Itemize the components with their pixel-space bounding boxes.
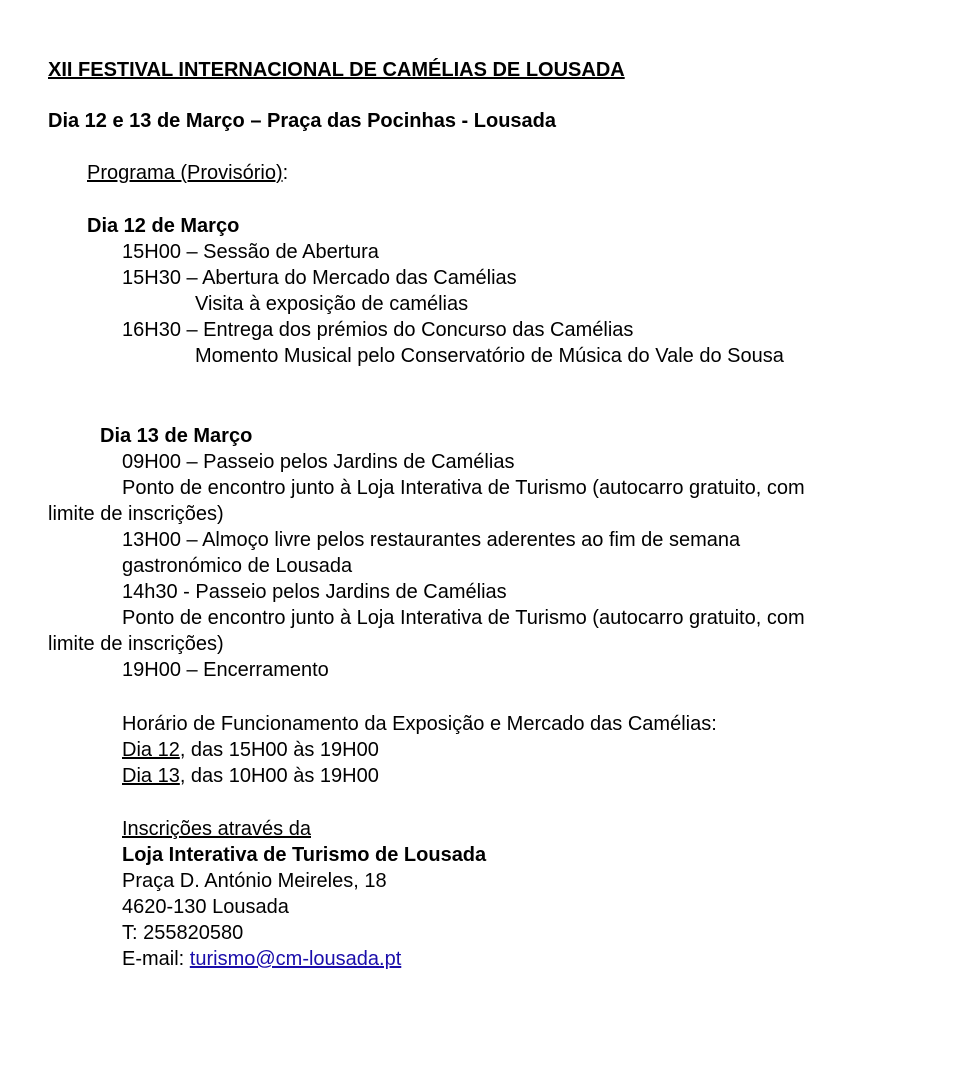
contact-address: Praça D. António Meireles, 18 — [122, 870, 387, 892]
day12-item: Visita à exposição de camélias — [195, 293, 469, 315]
hours-day13-text: , das 10H00 às 19H00 — [179, 765, 379, 787]
document-title: XII FESTIVAL INTERNACIONAL DE CAMÉLIAS DE LOUSADA — [48, 59, 625, 81]
day12-heading: Dia 12 de Março — [87, 215, 240, 237]
hours-day12-label: Dia 12 — [122, 739, 180, 761]
event-subtitle: Dia 12 e 13 de Março – Praça das Pocinhas - Lousada — [48, 110, 556, 132]
day13-item: 14h30 - Passeio pelos Jardins de Camélias — [122, 581, 507, 603]
day13-item: limite de inscrições) — [48, 633, 224, 655]
day12-item: 16H30 – Entrega dos prémios do Concurso das Camélias — [122, 319, 634, 341]
program-heading-colon: : — [282, 162, 289, 184]
contact-name: Loja Interativa de Turismo de Lousada — [122, 844, 487, 866]
day12-item: 15H30 – Abertura do Mercado das Camélias — [122, 267, 517, 289]
hours-heading: Horário de Funcionamento da Exposição e Mercado das Camélias: — [122, 713, 717, 735]
day13-item: 19H00 – Encerramento — [122, 659, 329, 681]
hours-day12 — [122, 737, 379, 763]
day13-item: gastronómico de Lousada — [122, 555, 353, 577]
day12-item: Momento Musical pelo Conservatório de Música do Vale do Sousa — [195, 345, 784, 367]
day13-heading: Dia 13 de Março — [100, 425, 253, 447]
day12-item: 15H00 – Sessão de Abertura — [122, 241, 379, 263]
contact-postal: 4620-130 Lousada — [122, 896, 289, 918]
day13-item: Ponto de encontro junto à Loja Interativa de Turismo (autocarro gratuito, com — [122, 607, 805, 629]
contact-phone: T: 255820580 — [122, 922, 244, 944]
contact-email-link[interactable]: turismo@cm-lousada.pt — [189, 948, 402, 970]
program-heading — [87, 160, 288, 186]
contact-email-label: E-mail: — [122, 948, 190, 970]
day13-item: limite de inscrições) — [48, 503, 224, 525]
program-heading-label: Programa (Provisório) — [87, 162, 283, 184]
contact-intro: Inscrições através da — [122, 818, 311, 840]
day13-item: Ponto de encontro junto à Loja Interativa de Turismo (autocarro gratuito, com — [122, 477, 805, 499]
contact-email-line — [122, 946, 401, 972]
day13-item: 13H00 – Almoço livre pelos restaurantes aderentes ao fim de semana — [122, 529, 741, 551]
hours-day13-label: Dia 13 — [122, 765, 180, 787]
hours-day12-text: , das 15H00 às 19H00 — [179, 739, 379, 761]
hours-day13 — [122, 763, 379, 789]
day13-item: 09H00 – Passeio pelos Jardins de Camélias — [122, 451, 515, 473]
